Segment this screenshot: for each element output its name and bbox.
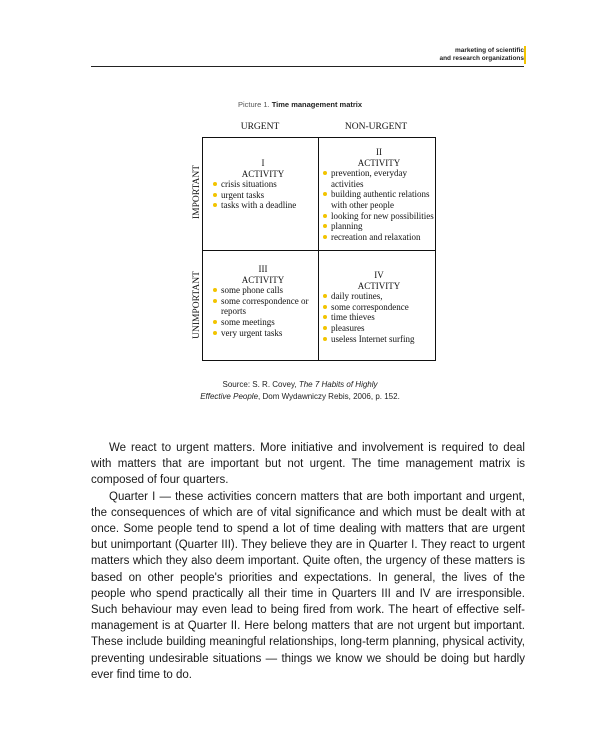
quadrant-label: ACTIVITY bbox=[241, 274, 285, 285]
quadrant-list bbox=[323, 291, 435, 344]
column-header-urgent: URGENT bbox=[240, 122, 280, 132]
list-item: tasks with a deadline bbox=[213, 200, 313, 211]
quadrant-number: I bbox=[261, 158, 265, 168]
paragraph: We react to urgent matters. More initiative and involvement is required to deal with matters that are important but not urgent. The time management matrix is composed of four quarters. bbox=[91, 442, 525, 487]
matrix-horizontal-divider bbox=[203, 250, 435, 251]
quadrant-number: II bbox=[376, 147, 382, 157]
list-item: very urgent tasks bbox=[213, 328, 313, 339]
quadrant-3 bbox=[213, 264, 313, 338]
caption-label: Picture 1. bbox=[237, 100, 270, 109]
quadrant-2 bbox=[323, 147, 435, 242]
source-book-title-part1: The 7 Habits of Highly bbox=[298, 380, 378, 389]
source-line-1 bbox=[0, 379, 600, 391]
quadrant-label: ACTIVITY bbox=[241, 168, 285, 179]
header-line-2: and research organizations bbox=[439, 55, 524, 62]
column-header-non-urgent: NON-URGENT bbox=[344, 122, 408, 132]
row-header-important: IMPORTANT bbox=[192, 164, 202, 220]
list-item: some meetings bbox=[213, 317, 313, 328]
quadrant-number: IV bbox=[374, 270, 384, 280]
list-item: looking for new possibilities bbox=[323, 211, 435, 222]
list-item: some correspondence bbox=[323, 302, 435, 313]
body-text bbox=[91, 440, 525, 683]
header-line-1: marketing of scientific bbox=[455, 47, 524, 54]
source-prefix: Source: S. R. Covey, bbox=[222, 380, 299, 389]
caption-title: Time management matrix bbox=[271, 100, 363, 109]
row-header-unimportant: UNIMPORTANT bbox=[192, 271, 202, 339]
list-item: prevention, everyday activities bbox=[323, 168, 435, 189]
list-item: daily routines, bbox=[323, 291, 435, 302]
paragraph: Quarter I — these activities concern matters that are both important and urgent, the consequences of which are of vital significance and which must be dealt with at once. Some people tend to spend a lot of time dealing with matters that are urgent but unimportant (Quarter III). They believe they are in Quarter I. They react to urgent matters which they also deem important. Quite often, the urgency of these matters is based on other people's priorities and expectations. In general, the lives of the people who spend practically all their time in Quarters III and IV are irresponsible. Such behaviour may even lead to being fired from work. The heart of effective self-management is at Quarter II. Here belong matters that are not urgent but important. These include building meaningful relationships, long-term planning, physical activity, preventing undesirable situations — things we know we should be doing but hardly ever find time to do. bbox=[91, 490, 525, 681]
list-item: pleasures bbox=[323, 323, 435, 334]
source-book-title-part2: Effective People bbox=[200, 391, 259, 401]
list-item: time thieves bbox=[323, 312, 435, 323]
header-rule bbox=[91, 66, 524, 67]
quadrant-list bbox=[323, 168, 435, 242]
quadrant-4 bbox=[323, 270, 435, 344]
list-item: building authentic relations with other people bbox=[323, 189, 435, 210]
quadrant-list bbox=[213, 285, 313, 338]
quadrant-label: ACTIVITY bbox=[357, 157, 401, 168]
figure-source bbox=[0, 379, 600, 402]
time-management-matrix bbox=[202, 137, 436, 361]
quadrant-number: III bbox=[258, 264, 268, 274]
quadrant-label: ACTIVITY bbox=[357, 280, 401, 291]
list-item: recreation and relaxation bbox=[323, 232, 435, 243]
source-line-2 bbox=[0, 391, 600, 403]
list-item: some phone calls bbox=[213, 285, 313, 296]
list-item: some correspondence or reports bbox=[213, 296, 313, 317]
list-item: urgent tasks bbox=[213, 190, 313, 201]
running-header bbox=[439, 47, 524, 63]
list-item: crisis situations bbox=[213, 179, 313, 190]
source-suffix: , Dom Wydawniczy Rebis, 2006, p. 152. bbox=[258, 391, 400, 401]
quadrant-list bbox=[213, 179, 313, 211]
list-item: planning bbox=[323, 221, 435, 232]
matrix-vertical-divider bbox=[318, 138, 319, 360]
header-accent-bar bbox=[524, 46, 526, 64]
list-item: useless Internet surfing bbox=[323, 334, 435, 345]
quadrant-1 bbox=[213, 158, 313, 211]
figure-caption bbox=[0, 100, 600, 109]
